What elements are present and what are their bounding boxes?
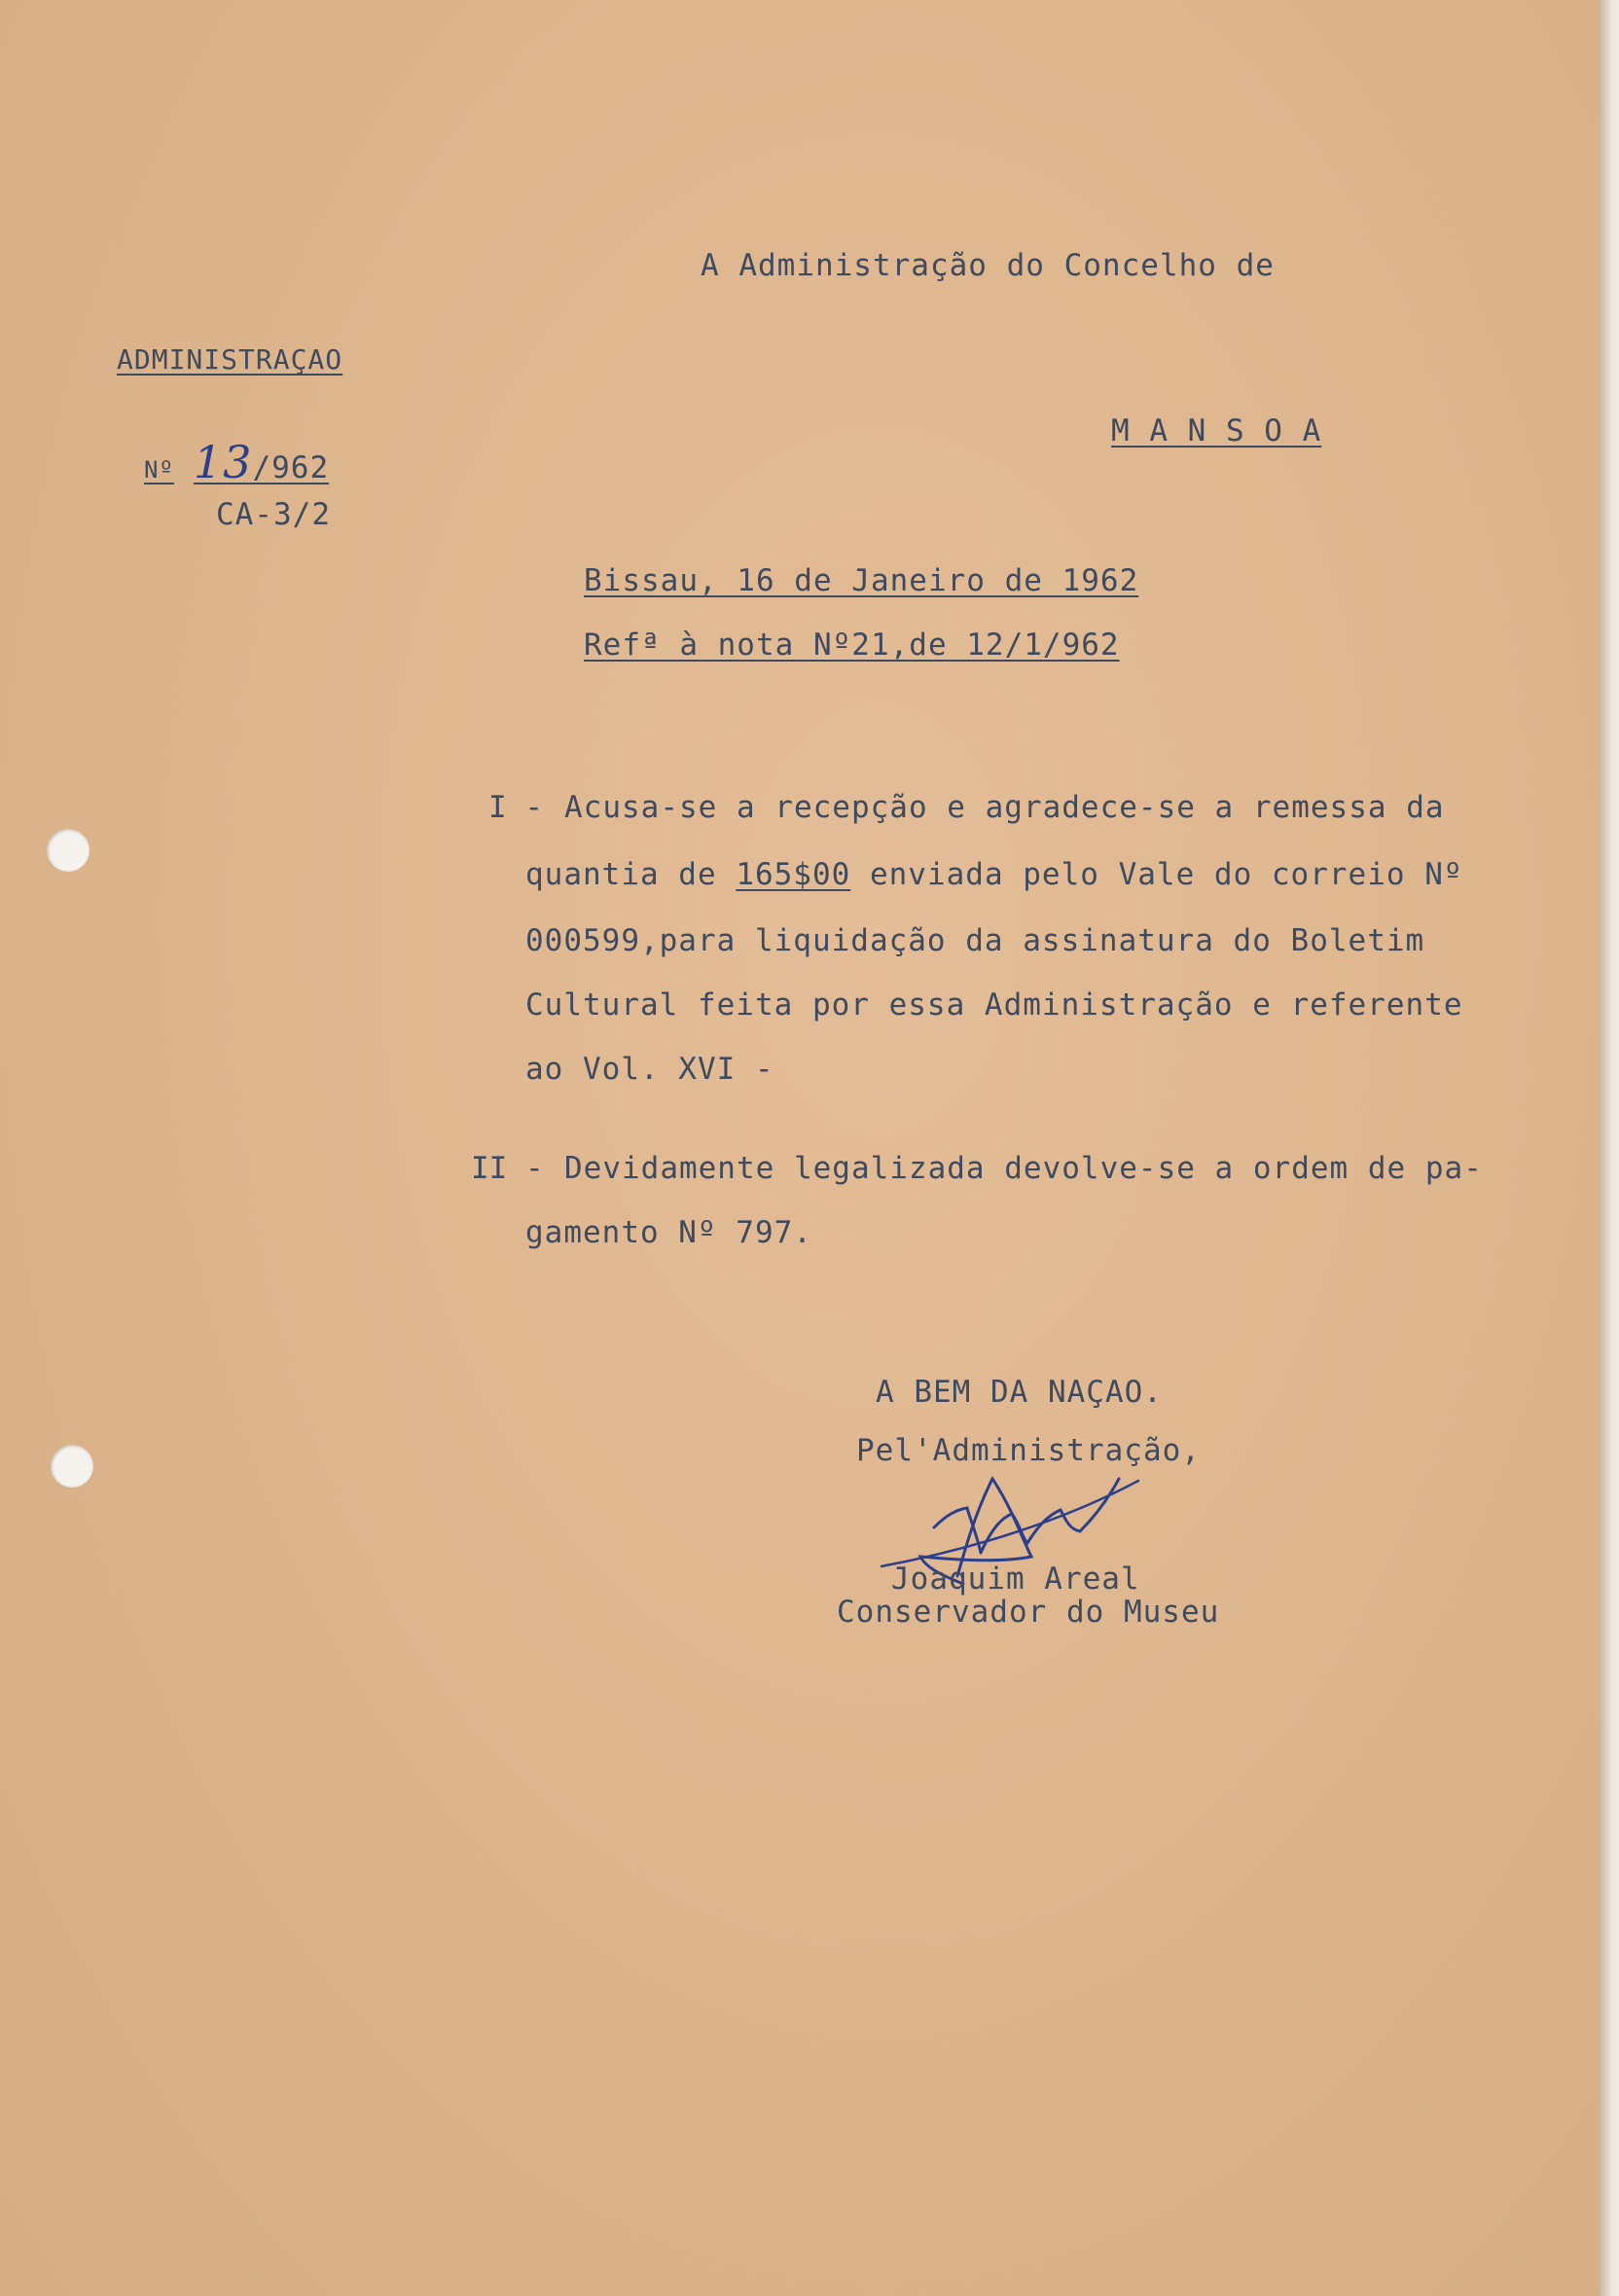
section-1-line-2 [525, 857, 1463, 892]
handwritten-number: 13 [193, 436, 253, 488]
reference-number [144, 436, 330, 488]
section-numeral-1: I - [488, 790, 543, 825]
section-2-line-2: gamento Nº 797. [525, 1215, 812, 1250]
reference-line: Refª à nota Nº21,de 12/1/962 [584, 628, 1120, 663]
office-header: ADMINISTRAÇAO [117, 343, 343, 376]
place-name: M A N S O A [1111, 413, 1322, 448]
closing-salutation: A BEM DA NAÇAO. [876, 1375, 1163, 1410]
section-numeral-2: II - [471, 1151, 544, 1186]
section-2-line-1: Devidamente legalizada devolve-se a ordem de pa- [564, 1151, 1483, 1186]
punch-hole-bottom [51, 1445, 93, 1488]
number-suffix: /962 [252, 450, 330, 485]
closing-sub: Pel'Administração, [856, 1433, 1201, 1468]
date-line: Bissau, 16 de Janeiro de 1962 [584, 563, 1139, 598]
amount: 165$00 [736, 857, 851, 892]
punch-hole-top [47, 829, 90, 872]
signer-title: Conservador do Museu [837, 1595, 1220, 1630]
signer-name: Joaquim Areal [891, 1561, 1140, 1596]
section-1-line-1: Acusa-se a recepção e agradece-se a remessa da [564, 790, 1445, 825]
section-1-line-5: ao Vol. XVI - [525, 1052, 774, 1087]
section-1-line-3: 000599,para liquidação da assinatura do Boletim [525, 923, 1425, 958]
file-code: CA-3/2 [216, 497, 331, 532]
addressee-line: A Administração do Concelho de [701, 248, 1275, 283]
number-prefix: Nº [144, 456, 174, 484]
section-1-line-2-end: enviada pelo Vale do correio Nº [850, 857, 1463, 892]
page-edge [1600, 0, 1619, 2296]
section-1-line-4: Cultural feita por essa Administração e referente [525, 987, 1463, 1022]
section-1-line-2-start: quantia de [525, 857, 737, 892]
